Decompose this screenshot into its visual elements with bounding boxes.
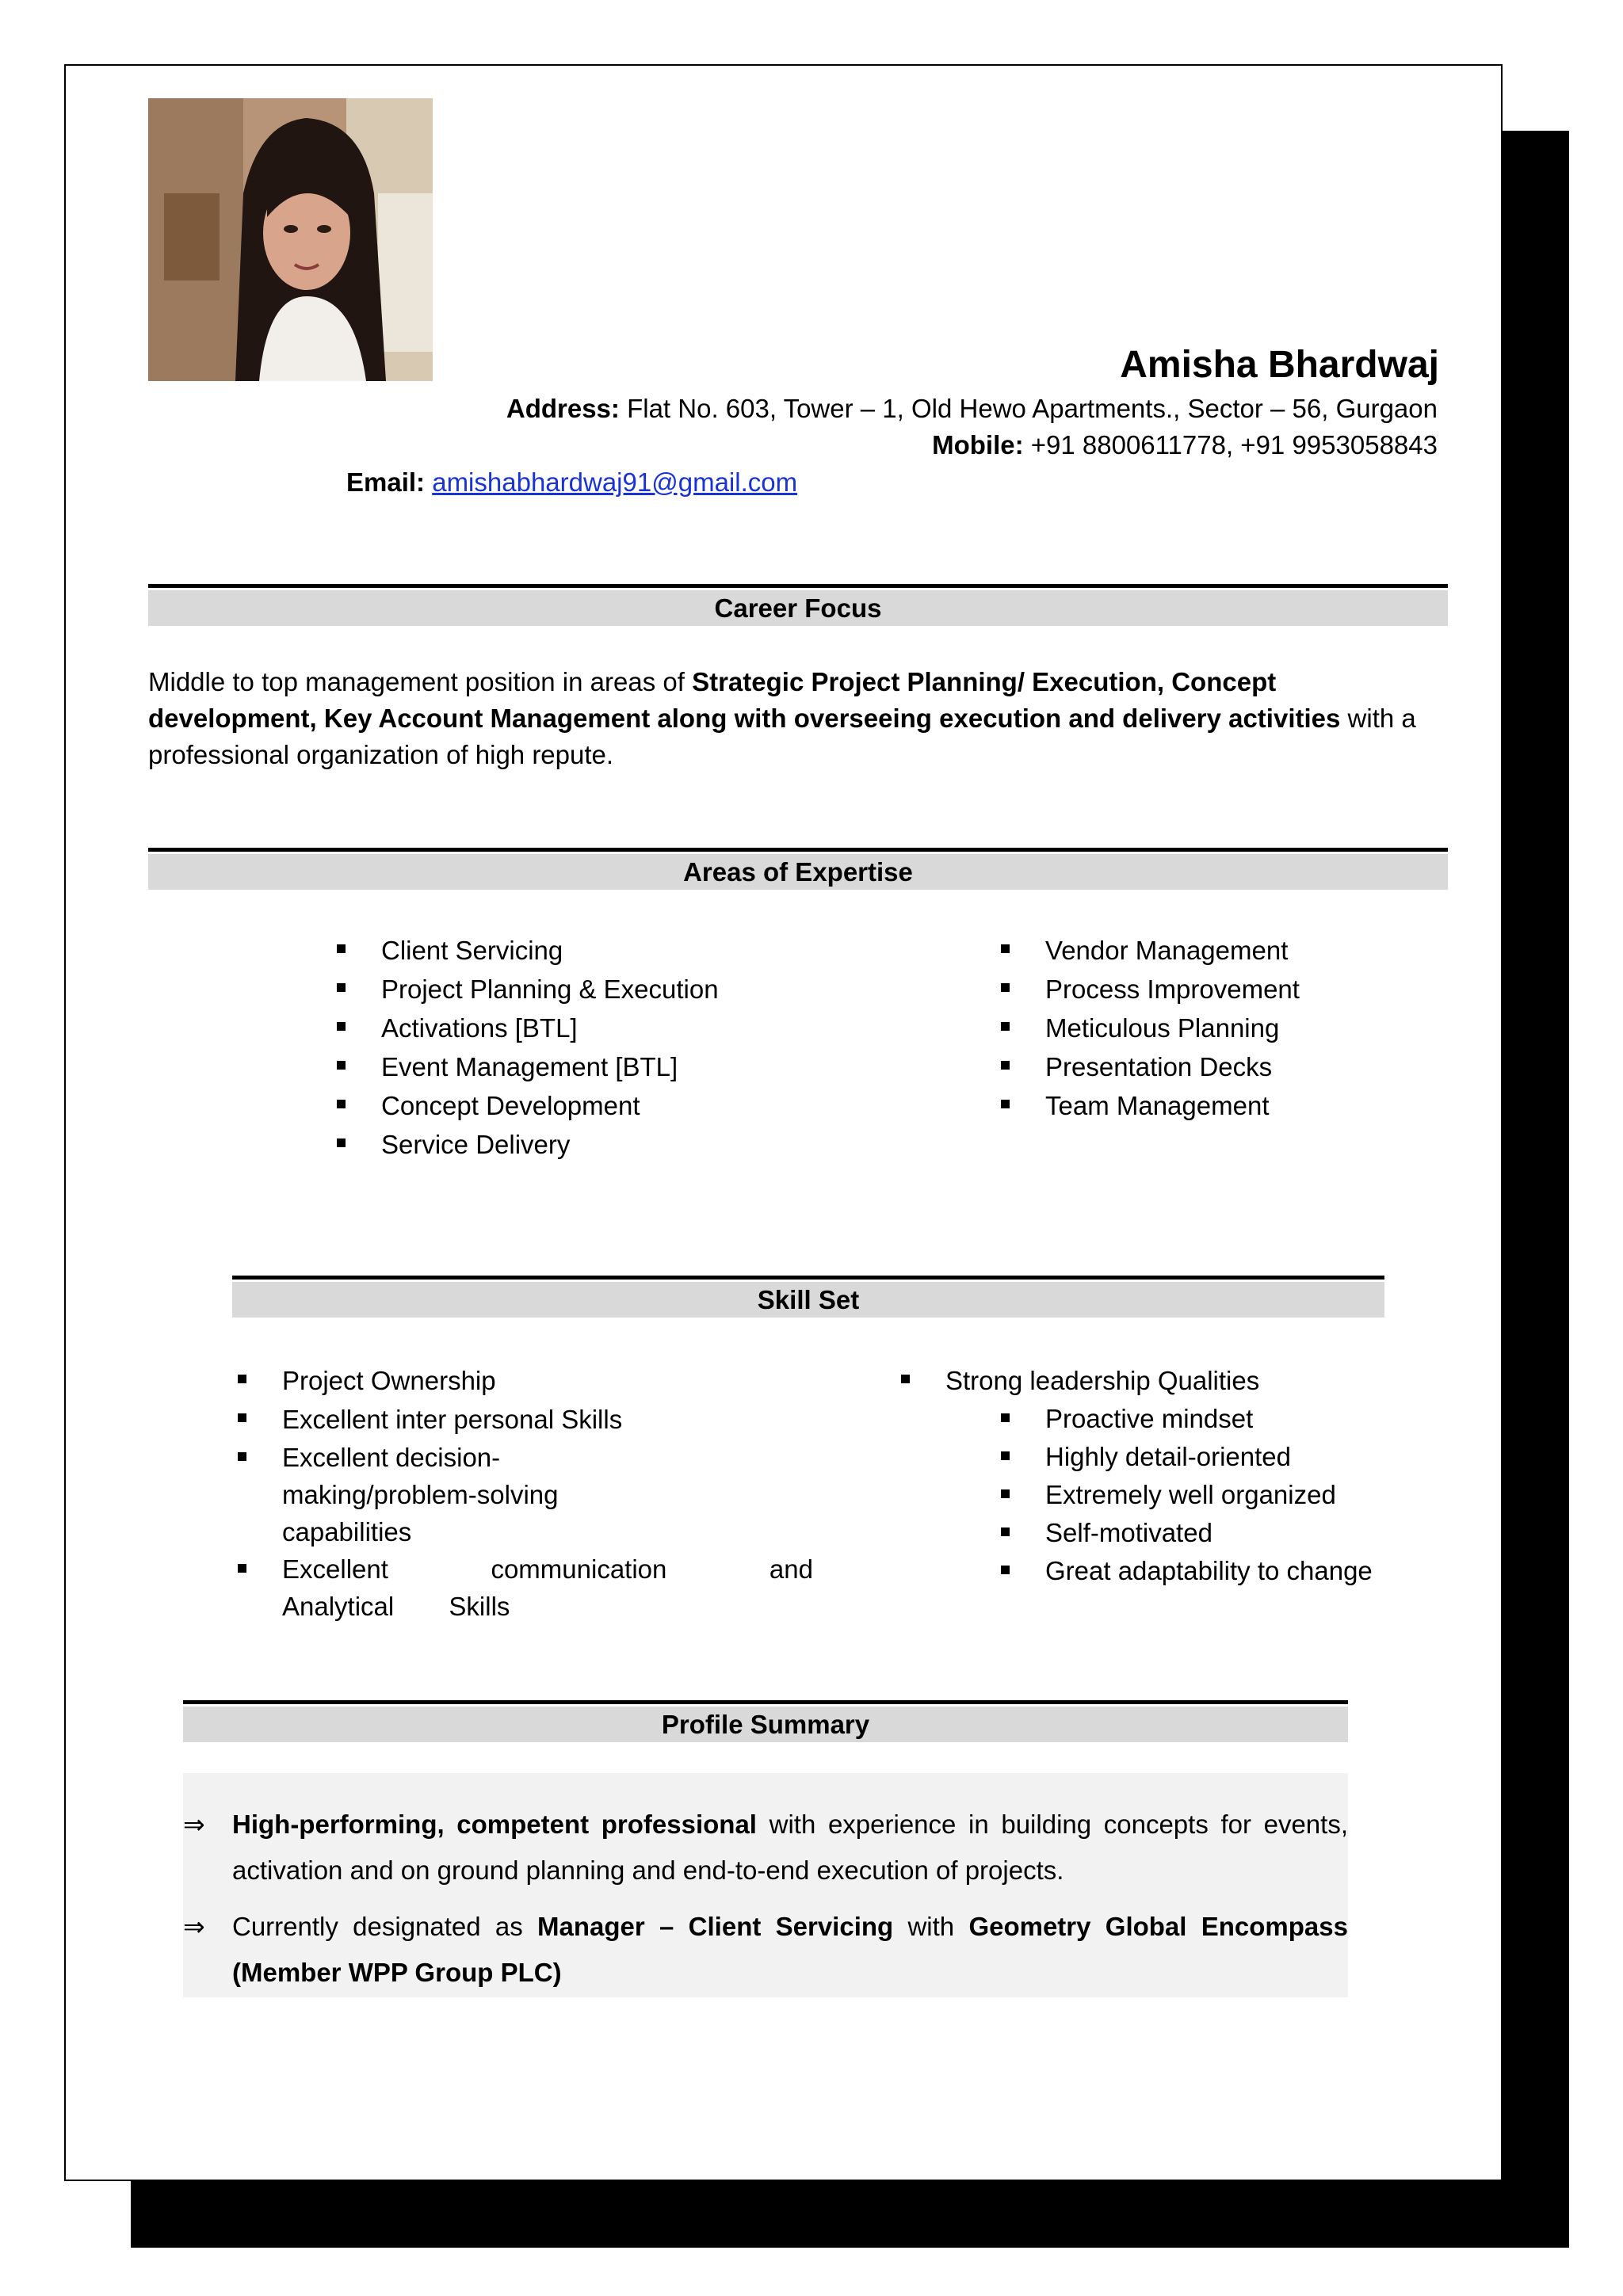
profile-item-bold: Manager – Client Servicing — [537, 1912, 894, 1941]
expertise-left-list — [334, 931, 809, 1164]
skills-right-sublist — [998, 1400, 1442, 1590]
expertise-header — [148, 848, 1448, 890]
expertise-right-list — [998, 931, 1442, 1125]
profile-item — [183, 1802, 1348, 1894]
career-focus-text-part: with a professional organization of high repute. — [148, 704, 1416, 769]
profile-item-text — [232, 1904, 1348, 1996]
list-item: Team Management — [998, 1086, 1442, 1125]
list-item: Concept Development — [334, 1086, 809, 1125]
career-focus-text-part: Middle to top management position in areas of — [148, 667, 693, 696]
profile-item-text — [232, 1802, 1348, 1894]
profile-item-bold: Geometry Global Encompass (Member WPP Group PLC) — [232, 1912, 1348, 1987]
expertise-title: Areas of Expertise — [148, 854, 1448, 890]
profile-summary-title: Profile Summary — [183, 1707, 1348, 1742]
list-item: Meticulous Planning — [998, 1009, 1442, 1047]
career-focus-title: Career Focus — [148, 590, 1448, 626]
list-item: Process Improvement — [998, 970, 1442, 1009]
skill-set-header — [232, 1276, 1384, 1318]
list-item: Extremely well organized — [998, 1476, 1442, 1514]
mobile-label: Mobile: — [932, 430, 1024, 460]
profile-photo — [148, 98, 433, 381]
list-item: Project Ownership — [235, 1361, 813, 1400]
list-item: Excellent inter personal Skills — [235, 1400, 813, 1439]
list-item: Proactive mindset — [998, 1400, 1442, 1438]
skill-set-title: Skill Set — [232, 1282, 1384, 1318]
profile-item-part: Currently designated as — [232, 1912, 538, 1941]
list-item: Service Delivery — [334, 1125, 809, 1164]
profile-item-bold: High-performing, competent professional — [232, 1810, 757, 1839]
career-focus-bold: Strategic Project Planning/ Execution, Concept development, Key Account Management along with overseeing execution and delivery activities — [148, 667, 1341, 733]
list-item: Highly detail-oriented — [998, 1438, 1442, 1476]
list-item: Excellent decision-making/problem-solving capabilities — [235, 1439, 813, 1550]
career-focus-header — [148, 584, 1448, 626]
address-label: Address: — [506, 394, 620, 423]
resume-page — [64, 64, 1503, 2181]
email-link[interactable]: amishabhardwaj91@gmail.com — [432, 467, 798, 497]
list-item: Strong leadership Qualities — [898, 1361, 1453, 1400]
list-item: Self-motivated — [998, 1514, 1442, 1552]
address-value: Flat No. 603, Tower – 1, Old Hewo Apartments., Sector – 56, Gurgaon — [619, 394, 1438, 423]
list-item: Event Management [BTL] — [334, 1047, 809, 1086]
skills-right-list — [898, 1361, 1453, 1400]
profile-item-part: with experience in building concepts for events, activation and on ground planning and end-to-end execution of projects. — [232, 1810, 1348, 1885]
list-item: Activations [BTL] — [334, 1009, 809, 1047]
arrow-icon: ⇒ — [183, 1810, 205, 1839]
profile-item — [183, 1904, 1348, 1996]
list-item: Excellent communication and Analytical Skills — [235, 1550, 813, 1625]
candidate-name: Amisha Bhardwaj — [1120, 344, 1439, 386]
address-line — [506, 394, 1438, 424]
list-item: Project Planning & Execution — [334, 970, 809, 1009]
email-line — [346, 467, 797, 498]
mobile-line — [932, 430, 1438, 460]
list-item: Presentation Decks — [998, 1047, 1442, 1086]
profile-summary-header — [183, 1700, 1348, 1742]
career-focus-text — [148, 664, 1448, 773]
skills-left-list — [235, 1361, 813, 1625]
list-item: Vendor Management — [998, 931, 1442, 970]
list-item: Client Servicing — [334, 931, 809, 970]
arrow-icon: ⇒ — [183, 1912, 205, 1941]
profile-item-part: with — [893, 1912, 969, 1941]
mobile-value: +91 8800611778, +91 9953058843 — [1023, 430, 1438, 460]
list-item: Great adaptability to change — [998, 1552, 1442, 1590]
email-label: Email: — [346, 467, 426, 497]
